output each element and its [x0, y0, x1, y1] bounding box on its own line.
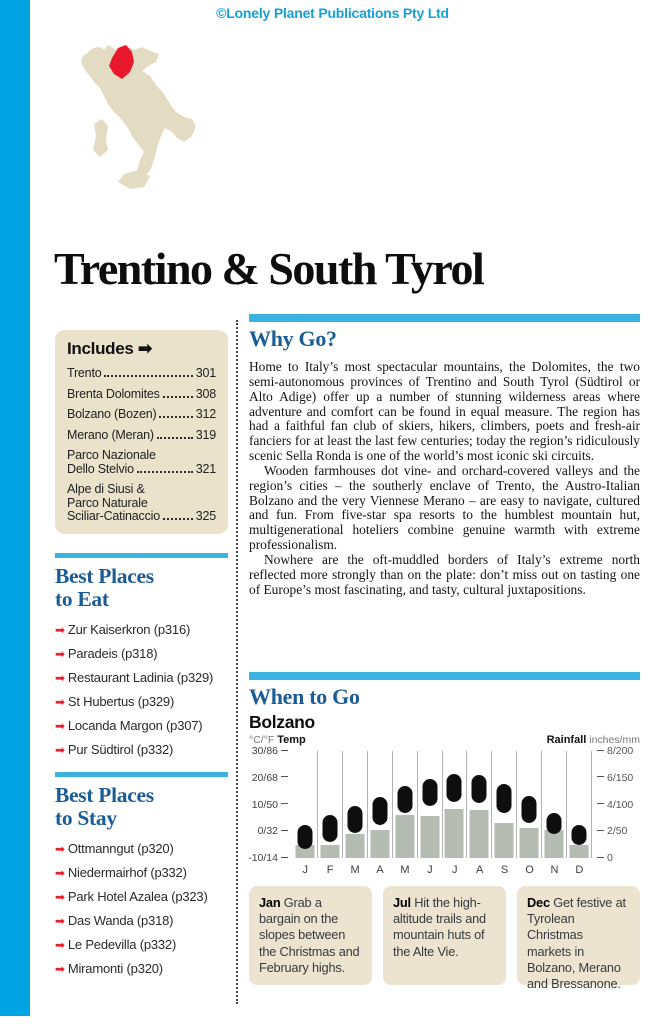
tick-text: 30/86: [251, 745, 278, 757]
place-item-label: Pur Südtirol (p332): [67, 742, 174, 757]
why-go-paragraph: Home to Italy’s most spectacular mountains, the Dolomites, the two semi-autonomous provinces of Trentino and South Tyrol (Südtirol or Alto Adige) offer up a number of stunning wilderness areas where adventure and comfort can be found in equal measure. The region has had a faithful fan club of skiers, hikers, climbers, poets and fresh-air fanciers for at least the last few centuries; today the region’s ridiculously scenic Sella Ronda is one of the world’s most iconic ski circuits.: [249, 359, 640, 464]
temperature-range-pill: [547, 813, 562, 834]
climate-month-cell: [418, 751, 443, 858]
place-item: [55, 670, 228, 686]
why-go-heading: Why Go?: [249, 326, 337, 351]
includes-item-line: Parco Nazionale: [67, 448, 156, 462]
rainfall-bar: [495, 823, 514, 858]
arrow-bullet-icon: ➡: [55, 647, 65, 661]
tick-text: 10/50: [251, 798, 278, 811]
arrow-bullet-icon: ➡: [55, 842, 65, 856]
includes-item-page: 312: [195, 407, 216, 421]
includes-item-label: Bolzano (Bozen): [67, 407, 157, 421]
dotted-leader: [137, 471, 193, 473]
includes-heading: Includes ➡: [67, 339, 152, 358]
tick-mark: [281, 830, 288, 831]
tick-text: 8/200: [607, 745, 634, 757]
eat-list: [55, 622, 228, 758]
place-item: [55, 865, 228, 881]
arrow-bullet-icon: ➡: [55, 914, 65, 928]
includes-item-row: [67, 388, 216, 402]
temperature-range-pill: [347, 806, 362, 833]
temp-axis-title: °C/°F Temp: [249, 734, 306, 746]
temperature-range-pill: [497, 784, 512, 812]
climate-month-cell: [443, 751, 468, 858]
temperature-range-pill: [372, 797, 387, 825]
copyright-text: ©Lonely Planet Publications Pty Ltd: [216, 5, 449, 21]
includes-item-label: Dello Stelvio: [67, 461, 134, 476]
place-item-label: Paradeis (p318): [67, 646, 158, 661]
climate-plot: [248, 745, 634, 864]
includes-item-row: [67, 367, 216, 381]
month-label: J: [451, 864, 458, 876]
place-item-label: Le Pedevilla (p332): [67, 937, 177, 952]
rainfall-bar: [545, 830, 564, 858]
temp-tick-label: [252, 772, 293, 784]
climate-chart: [249, 734, 640, 876]
month-tip-box: Jul Hit the high-altitude trails and mountain huts of the Alte Vie.: [383, 886, 506, 985]
dotted-leader: [163, 518, 193, 520]
climate-month-cell: [343, 751, 368, 858]
arrow-right-icon: ➡: [138, 339, 152, 358]
tick-text: 6/150: [607, 771, 634, 784]
tick-text: 20/68: [251, 771, 278, 784]
temperature-range-pill: [422, 779, 437, 806]
tick-mark: [281, 803, 288, 804]
tick-mark: [597, 857, 604, 858]
includes-item-label: Merano (Meran): [67, 427, 154, 442]
arrow-bullet-icon: ➡: [55, 719, 65, 733]
climate-month-cell: [567, 751, 592, 858]
section-divider-bar: [249, 314, 640, 322]
rain-tick-label: [592, 852, 613, 864]
temperature-range-pill: [572, 825, 587, 845]
rain-tick-label: [592, 799, 633, 811]
tick-text: 4/100: [607, 798, 634, 811]
rainfall-bar: [395, 815, 414, 858]
includes-item-page: 319: [195, 427, 216, 442]
temperature-range-pill: [472, 775, 487, 803]
climate-month-cell: [517, 751, 542, 858]
includes-item-label: Sciliar-Catinaccio: [67, 509, 160, 523]
rainfall-bar: [445, 809, 464, 858]
includes-item-line: Alpe di Siusi &: [67, 482, 145, 496]
tip-month-label: Dec: [527, 895, 550, 910]
tick-mark: [281, 750, 288, 751]
includes-list: [67, 367, 216, 524]
month-label: A: [376, 864, 385, 876]
climate-months: [293, 864, 592, 876]
italy-mainland-shape: [81, 45, 196, 177]
month-tip-box: Jan Grab a bargain on the slopes between the Christmas and February highs.: [249, 886, 372, 985]
rainfall-bar: [320, 845, 339, 858]
includes-item-row: [67, 510, 216, 524]
rainfall-bar: [420, 816, 439, 858]
month-tip-box: Dec Get festive at Tyrolean Christmas markets in Bolzano, Merano and Bressanone.: [517, 886, 640, 985]
place-item-label: Das Wanda (p318): [67, 913, 174, 928]
climate-month-cell: [393, 751, 418, 858]
best-stay-heading: Best Places to Stay: [55, 783, 154, 830]
month-label: M: [400, 864, 410, 876]
page-edge-band: [0, 0, 30, 1016]
dotted-leader: [104, 375, 192, 377]
rainfall-bar: [520, 828, 539, 858]
place-item: [55, 841, 228, 857]
place-item-label: Restaurant Ladinia (p329): [67, 670, 214, 685]
section-divider-bar: [55, 772, 228, 777]
place-item: [55, 889, 228, 905]
tip-month-label: Jul: [393, 895, 411, 910]
climate-month-cell: [293, 751, 318, 858]
includes-item-line: Parco Naturale: [67, 495, 148, 510]
arrow-bullet-icon: ➡: [55, 938, 65, 952]
place-item: [55, 646, 228, 662]
stay-list: [55, 841, 228, 977]
arrow-bullet-icon: ➡: [55, 890, 65, 904]
includes-item-page: 321: [195, 461, 216, 476]
italy-locator-map: [46, 24, 196, 196]
month-label: A: [475, 864, 484, 876]
temp-tick-label: [252, 799, 293, 811]
arrow-bullet-icon: ➡: [55, 866, 65, 880]
place-item: [55, 718, 228, 734]
includes-item: [67, 367, 216, 381]
temperature-range-pill: [297, 825, 312, 849]
month-tips: [249, 886, 640, 992]
when-to-go-heading: When to Go: [249, 684, 360, 709]
page-title: Trentino & South Tyrol: [54, 243, 484, 294]
temperature-range-pill: [522, 796, 537, 823]
tick-text: -10/14: [248, 852, 278, 864]
climate-month-cell: [492, 751, 517, 858]
month-label: F: [326, 864, 334, 876]
temperature-range-pill: [397, 786, 412, 813]
includes-item-row: [67, 408, 216, 422]
includes-item-row: [67, 429, 216, 443]
rain-tick-label: [592, 745, 633, 757]
includes-item-label: Brenta Dolomites: [67, 386, 160, 401]
includes-item: [67, 429, 216, 443]
includes-item: [67, 483, 216, 524]
month-label: M: [350, 864, 361, 876]
dotted-leader: [163, 396, 193, 398]
tip-month-label: Jan: [259, 895, 281, 910]
month-label: J: [427, 864, 434, 876]
includes-item-page: 301: [195, 366, 216, 380]
temperature-range-pill: [447, 774, 462, 802]
includes-item: [67, 449, 216, 476]
tick-mark: [597, 803, 604, 804]
place-item-label: Park Hotel Azalea (p323): [67, 889, 208, 904]
rain-tick-label: [592, 825, 627, 837]
temp-tick-label: [248, 852, 293, 864]
climate-month-cell: [368, 751, 393, 858]
place-item: [55, 937, 228, 953]
place-item-label: Ottmanngut (p320): [67, 841, 174, 856]
place-item-label: Miramonti (p320): [67, 961, 163, 976]
chart-axis-titles: [249, 734, 640, 748]
place-item: [55, 622, 228, 638]
column-divider: [236, 320, 238, 1004]
rainfall-bar: [470, 810, 489, 858]
tick-mark: [597, 830, 604, 831]
includes-item-label: Trento: [67, 366, 102, 380]
tick-text: 2/50: [607, 825, 628, 838]
place-item: [55, 742, 228, 758]
section-divider-bar: [249, 672, 640, 680]
arrow-bullet-icon: ➡: [55, 743, 65, 757]
dotted-leader: [159, 416, 192, 418]
place-item-label: St Hubertus (p329): [67, 694, 175, 709]
place-item-label: Niedermairhof (p332): [67, 865, 187, 880]
chart-city-label: Bolzano: [249, 712, 315, 732]
section-divider-bar: [55, 553, 228, 558]
rainfall-bar: [370, 830, 389, 858]
includes-item-row: [67, 463, 216, 477]
best-places-to-eat-section: [55, 553, 228, 766]
sardinia-shape: [93, 119, 108, 157]
includes-item: [67, 408, 216, 422]
month-label: N: [550, 864, 559, 876]
includes-box: [55, 330, 228, 534]
rainfall-bar: [570, 845, 589, 858]
temp-tick-label: [252, 745, 293, 757]
arrow-bullet-icon: ➡: [55, 671, 65, 685]
arrow-bullet-icon: ➡: [55, 962, 65, 976]
best-eat-heading: Best Places to Eat: [55, 564, 154, 611]
arrow-bullet-icon: ➡: [55, 623, 65, 637]
includes-item-page: 308: [195, 386, 216, 401]
place-item: [55, 694, 228, 710]
rain-tick-label: [592, 772, 633, 784]
place-item-label: Locanda Margon (p307): [67, 718, 203, 733]
arrow-bullet-icon: ➡: [55, 695, 65, 709]
temperature-range-pill: [322, 815, 337, 842]
dotted-leader: [157, 437, 193, 439]
climate-month-cell: [467, 751, 492, 858]
month-label: O: [525, 864, 535, 876]
month-label: J: [302, 864, 309, 876]
tick-mark: [597, 776, 604, 777]
tick-mark: [281, 776, 288, 777]
climate-month-cell: [318, 751, 343, 858]
why-go-paragraph: Nowhere are the oft-muddled borders of Italy’s extreme north reflected more strongly than on the plate: don’t miss out on tasting one of Europe’s most fascinating, and tasty, cultural juxtapositions.: [249, 551, 640, 597]
why-go-paragraph: Wooden farmhouses dot vine- and orchard-covered valleys and the region’s cities – the southerly enclave of Trento, the Austro-Italian Bolzano and the very Viennese Merano – are easy to navigate, cultured and fun. From five-star spa resorts to the humblest mountain hut, multigenerational hoteliers combine genuine warmth with extreme professionalism.: [249, 462, 640, 553]
includes-item: [67, 388, 216, 402]
climate-month-cell: [542, 751, 567, 858]
place-item: [55, 961, 228, 977]
tick-text: 0/32: [257, 825, 278, 838]
place-item: [55, 913, 228, 929]
climate-plot-cells: [293, 751, 592, 858]
tick-mark: [597, 750, 604, 751]
month-label: D: [575, 864, 584, 876]
tick-mark: [281, 857, 288, 858]
month-label: S: [500, 864, 509, 876]
tick-text: 0: [607, 852, 613, 864]
best-places-to-stay-section: [55, 772, 228, 985]
place-item-label: Zur Kaiserkron (p316): [67, 622, 191, 637]
temp-tick-label: [258, 825, 293, 837]
rain-axis-title: Rainfall inches/mm: [546, 734, 640, 746]
includes-item-page: 325: [195, 509, 216, 523]
why-go-body: [249, 360, 640, 598]
rainfall-bar: [345, 834, 364, 858]
